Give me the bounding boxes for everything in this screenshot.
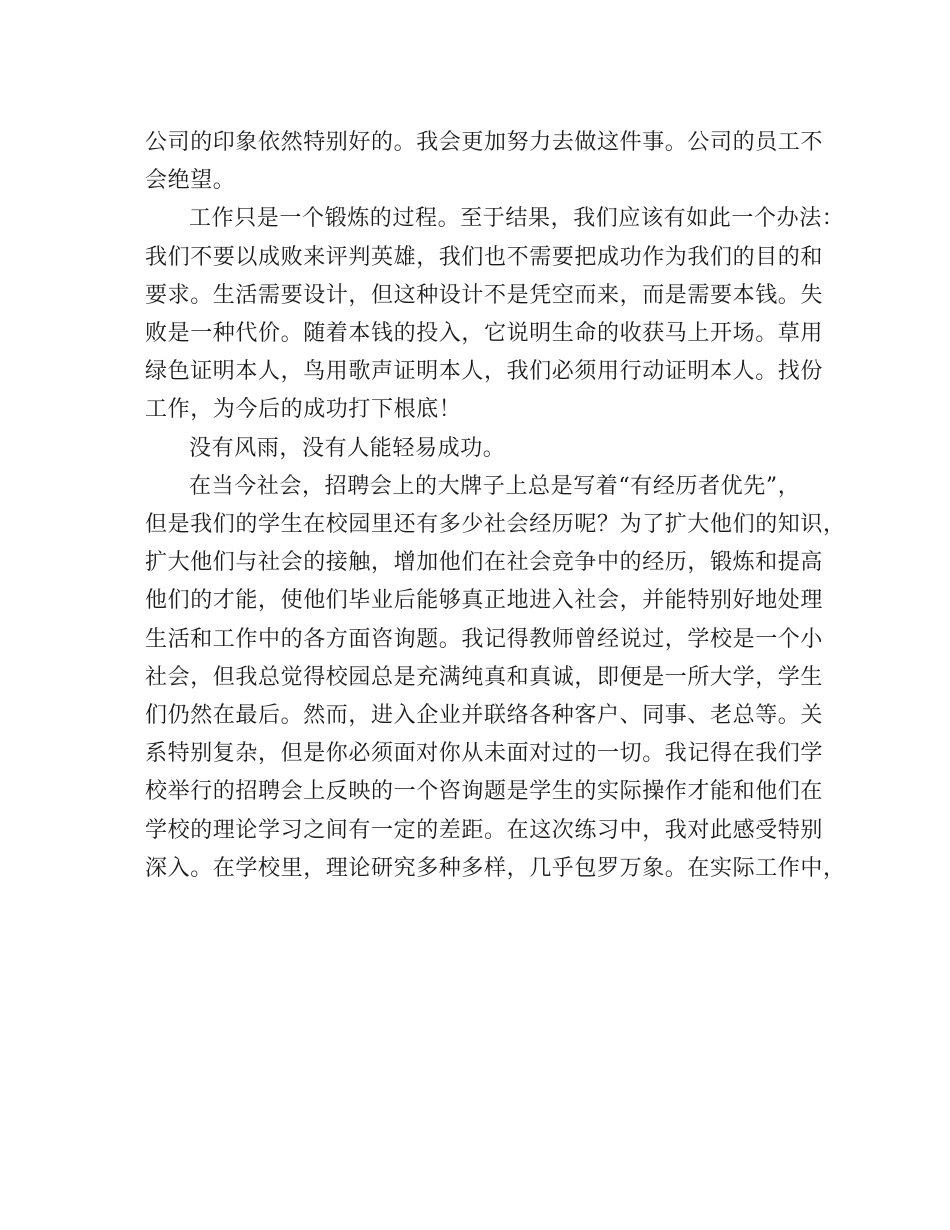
- text-line: 学校的理论学习之间有一定的差距。在这次练习中，我对此感受特别: [145, 817, 824, 843]
- text-line: 公司的印象依然特别好的。我会更加努力去做这件事。公司的员工不: [145, 130, 824, 155]
- text-line: 绿色证明本人，鸟用歌声证明本人，我们必须用行动证明本人。找份: [145, 359, 824, 385]
- text-line: 但是我们的学生在校园里还有多少社会经历呢？为了扩大他们的知识，: [145, 512, 846, 538]
- text-line: 生活和工作中的各方面咨询题。我记得教师曾经说过，学校是一个小: [145, 626, 824, 652]
- text-line: 系特别复杂，但是你必须面对你从未面对过的一切。我记得在我们学: [145, 741, 824, 767]
- paragraph-4: [145, 468, 846, 888]
- text-line: 在当今社会，招聘会上的大牌子上总是写着“有经历者优先”，: [189, 473, 801, 499]
- paragraph-2: [145, 200, 845, 429]
- text-line: 要求。生活需要设计，但这种设计不是凭空而来，而是需要本钱。失: [145, 282, 824, 308]
- text-line: 败是一种代价。随着本钱的投入，它说明生命的收获马上开场。草用: [145, 321, 824, 347]
- text-line: 会绝望。: [145, 168, 236, 194]
- text-line: 没有风雨，没有人能轻易成功。: [189, 435, 506, 461]
- paragraph-1: [145, 124, 825, 200]
- text-line: 扩大他们与社会的接触，增加他们在社会竞争中的经历，锻炼和提高: [145, 550, 824, 576]
- text-line: 校举行的招聘会上反映的一个咨询题是学生的实际操作才能和他们在: [145, 779, 824, 805]
- text-line: 们仍然在最后。然而，进入企业并联络各种客户、同事、老总等。关: [145, 703, 824, 729]
- text-line: 工作只是一个锻炼的过程。至于结果，我们应该有如此一个办法：: [189, 206, 845, 232]
- text-line: 我们不要以成败来评判英雄，我们也不需要把成功作为我们的目的和: [145, 244, 824, 270]
- paragraph-3: [145, 430, 825, 468]
- document-body: [145, 124, 846, 888]
- text-line: 社会，但我总觉得校园总是充满纯真和真诚，即便是一所大学，学生: [145, 664, 824, 690]
- text-line: 他们的才能，使他们毕业后能够真正地进入社会，并能特别好地处理: [145, 588, 824, 614]
- text-line: 工作，为今后的成功打下根底！: [145, 397, 462, 423]
- text-line: 深入。在学校里，理论研究多种多样，几乎包罗万象。在实际工作中，: [145, 855, 846, 881]
